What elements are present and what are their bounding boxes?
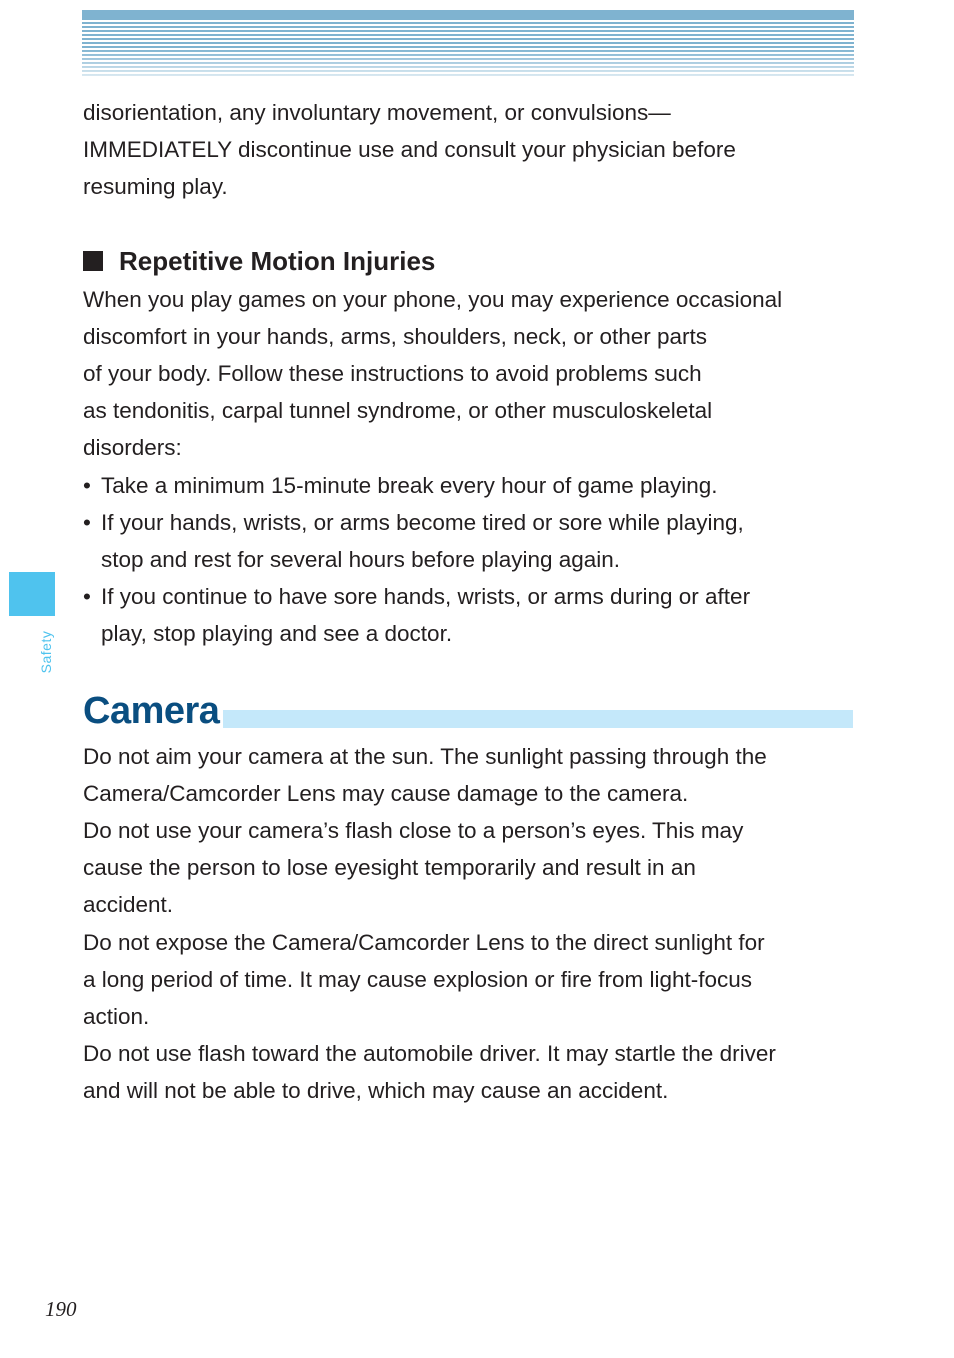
camera-line: action. — [83, 1004, 150, 1030]
camera-paragraph — [83, 738, 858, 812]
intro-line: resuming play. — [83, 174, 228, 200]
intro-line: disorientation, any involuntary movement, or convulsions— — [83, 100, 671, 125]
header-banner — [82, 10, 854, 78]
camera-line: Do not use flash toward the automobile driver. It may startle the driver — [83, 1041, 776, 1067]
repetitive-motion-bullet-list — [83, 467, 858, 653]
camera-paragraph — [83, 1035, 858, 1109]
camera-section-header — [83, 688, 858, 734]
bullet-icon: • — [83, 509, 91, 535]
page-content — [83, 94, 858, 1110]
side-tab-label: Safety — [38, 630, 54, 674]
repetitive-motion-body — [83, 281, 858, 467]
camera-line: Do not expose the Camera/Camcorder Lens to the direct sunlight for — [83, 929, 765, 955]
body-line: When you play games on your phone, you may experience occasional — [83, 286, 783, 312]
repetitive-motion-heading — [83, 243, 858, 279]
camera-line: a long period of time. It may cause explosion or fire from light-focus — [83, 966, 753, 992]
bullet-line: If your hands, wrists, or arms become tired or sore while playing, — [101, 509, 744, 535]
body-line: discomfort in your hands, arms, shoulders, neck, or other parts — [83, 323, 708, 349]
page-number: 190 — [45, 1297, 77, 1321]
bullet-line: If you continue to have sore hands, wrists, or arms during or after — [101, 584, 751, 610]
bullet-line: Take a minimum 15-minute break every hour of game playing. — [101, 472, 718, 498]
bullet-icon: • — [83, 584, 91, 610]
bullet-line: stop and rest for several hours before playing again. — [101, 547, 621, 573]
repetitive-motion-heading-text: Repetitive Motion Injuries — [119, 245, 436, 276]
black-square-icon — [83, 251, 103, 271]
camera-line: Do not use your camera’s flash close to a person’s eyes. This may — [83, 818, 744, 844]
header-banner-top-band — [82, 10, 854, 18]
side-tab-marker — [9, 572, 55, 616]
camera-line: accident. — [83, 892, 174, 918]
body-line: as tendonitis, carpal tunnel syndrome, or other musculoskeletal — [83, 398, 713, 424]
list-item — [83, 504, 858, 578]
list-item — [83, 578, 858, 652]
list-item — [83, 467, 858, 504]
bullet-icon: • — [83, 472, 91, 498]
header-banner-fade — [82, 48, 854, 78]
intro-paragraph — [83, 94, 858, 206]
body-line: of your body. Follow these instructions to avoid problems such — [83, 361, 702, 387]
body-line: disorders: — [83, 435, 182, 461]
camera-section-title: Camera — [83, 688, 223, 734]
camera-line: Camera/Camcorder Lens may cause damage to the camera. — [83, 780, 689, 806]
intro-line: IMMEDIATELY discontinue use and consult your physician before — [83, 137, 736, 163]
camera-paragraph — [83, 924, 858, 1036]
camera-paragraph — [83, 812, 858, 924]
bullet-line: play, stop playing and see a doctor. — [101, 621, 453, 647]
camera-line: cause the person to lose eyesight temporarily and result in an — [83, 855, 696, 881]
camera-line: Do not aim your camera at the sun. The sunlight passing through the — [83, 743, 767, 769]
camera-line: and will not be able to drive, which may cause an accident. — [83, 1078, 669, 1104]
